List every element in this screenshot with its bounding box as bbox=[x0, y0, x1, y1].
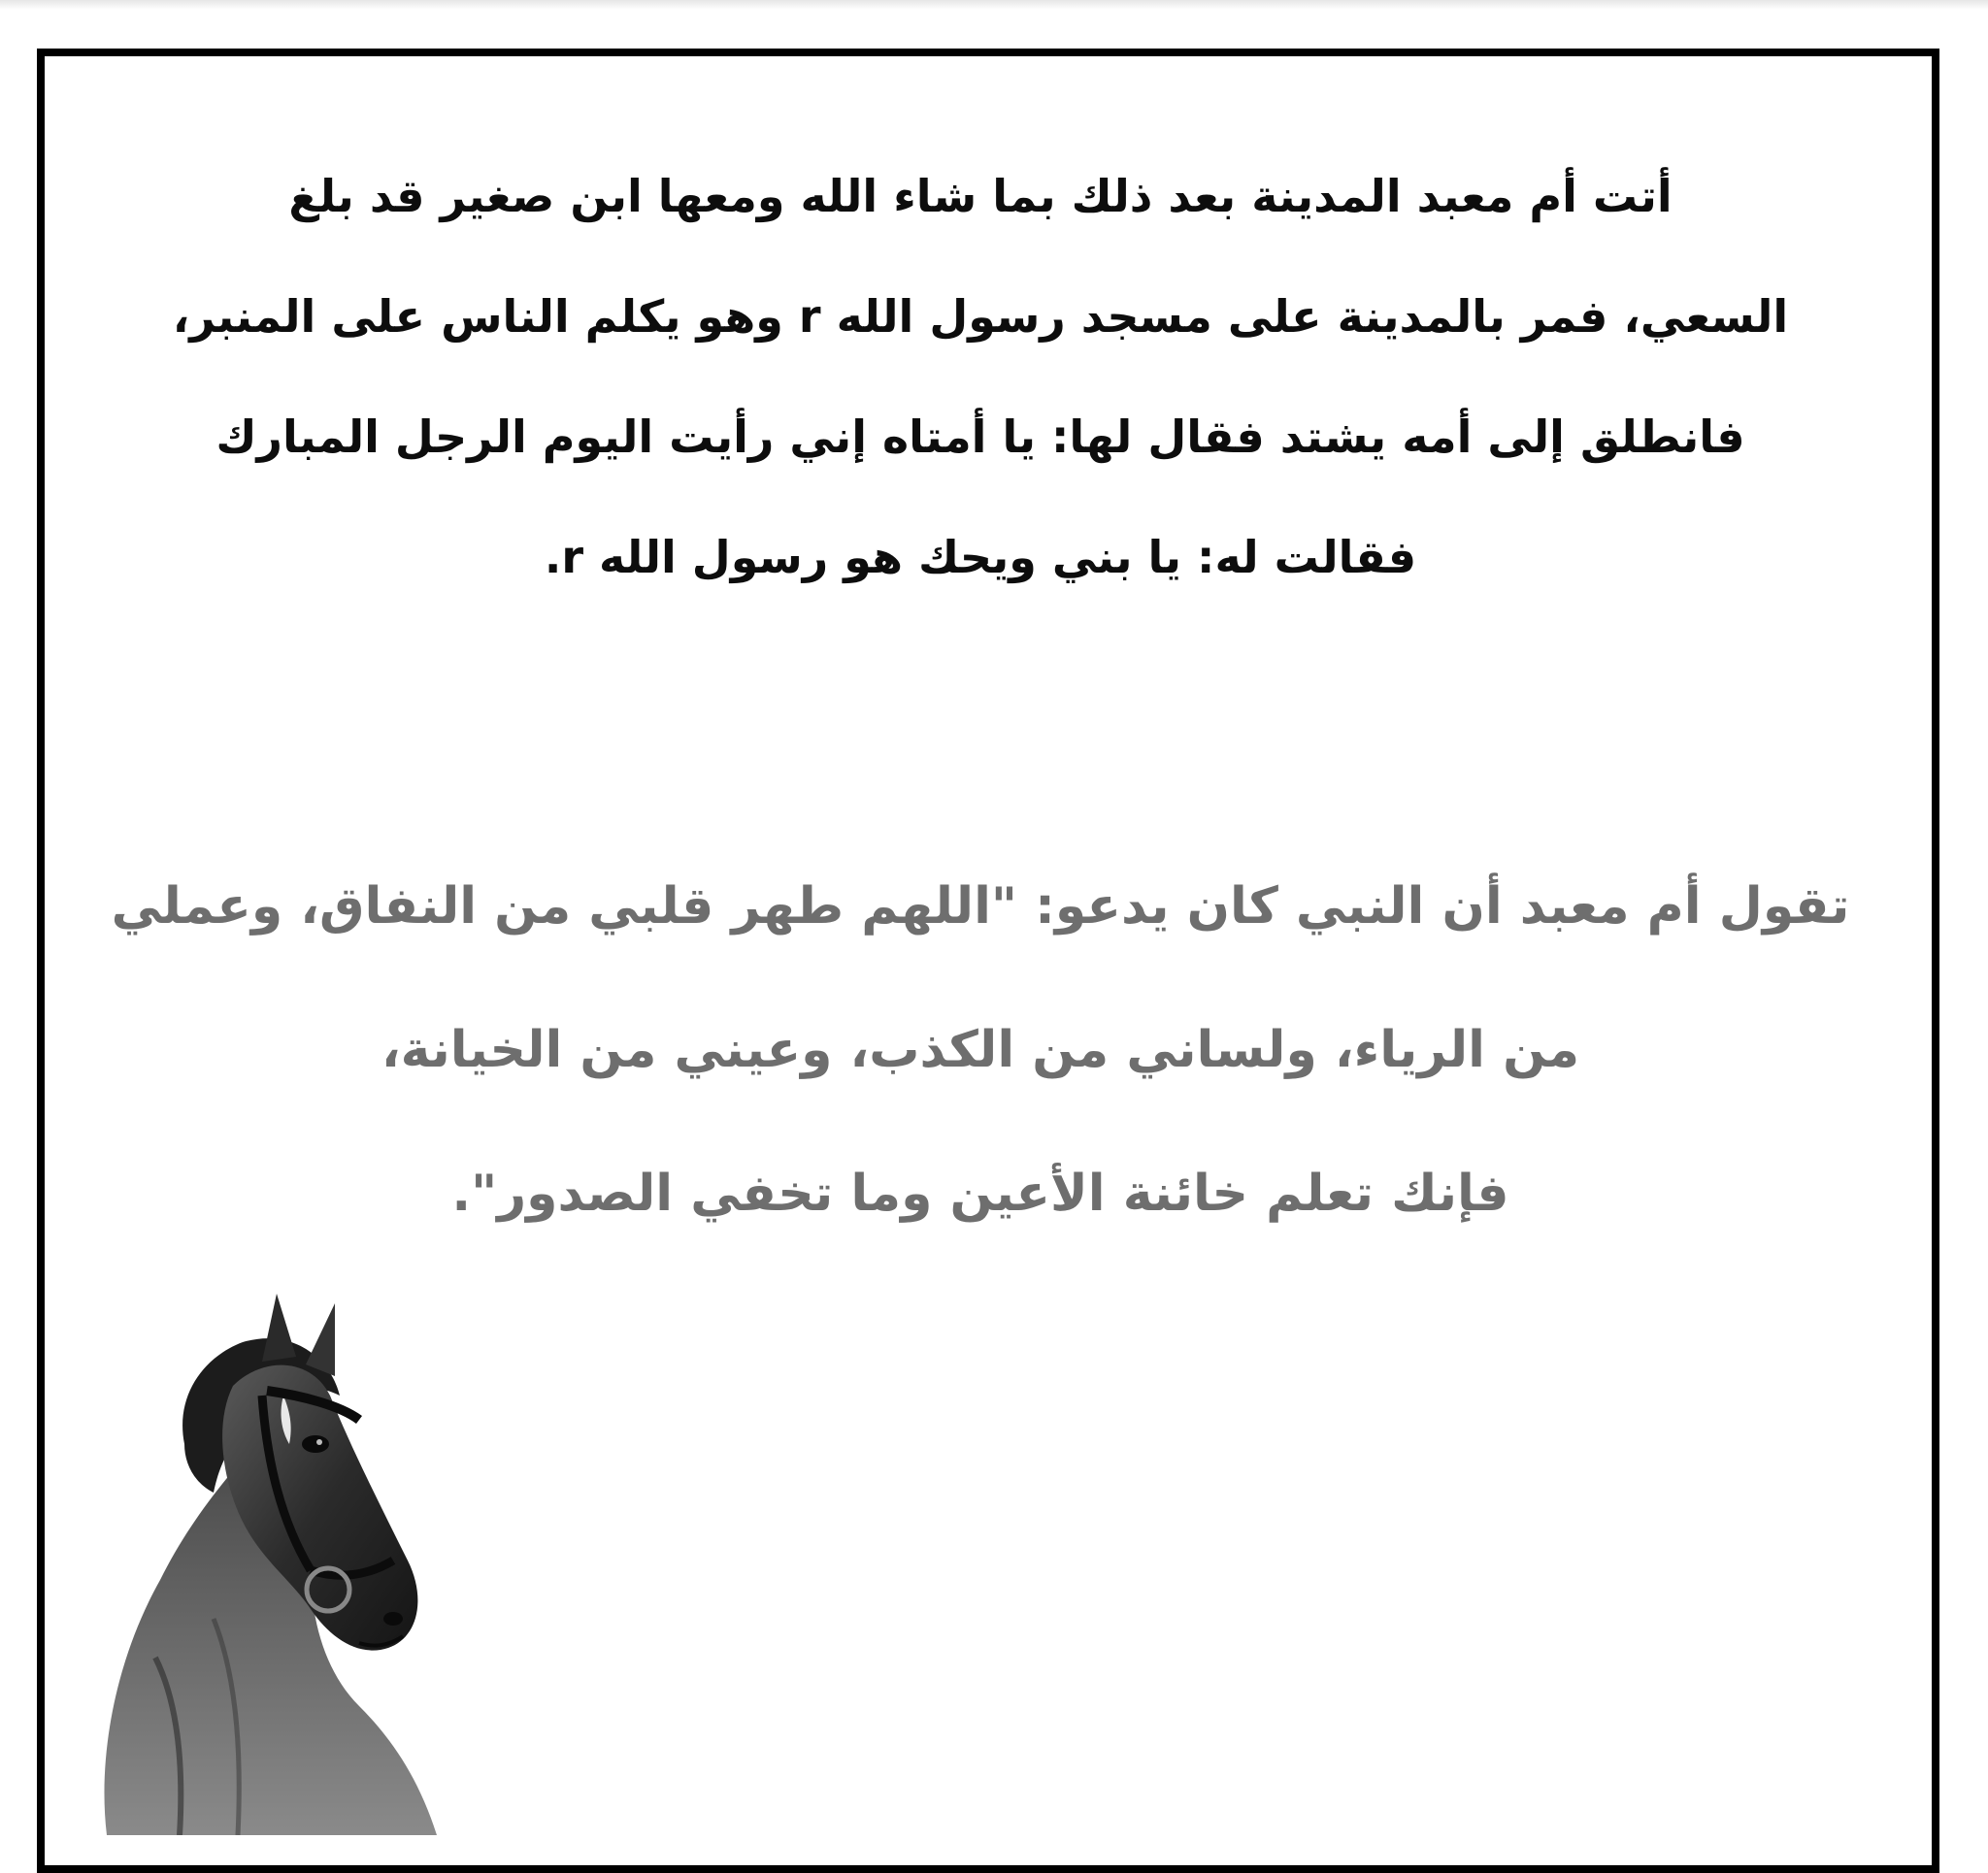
dua-paragraph bbox=[87, 835, 1873, 1265]
story-line: فقالت له: يا بني ويحك هو رسول الله r. bbox=[544, 531, 1417, 583]
dua-line: فإنك تعلم خائنة الأعين وما تخفي الصدور". bbox=[451, 1165, 1509, 1223]
dua-line: من الرياء، ولساني من الكذب، وعيني من الخيانة، bbox=[381, 1021, 1580, 1079]
story-line: فانطلق إلى أمه يشتد فقال لها: يا أمتاه إني رأيت اليوم الرجل المبارك bbox=[215, 411, 1745, 463]
top-rule bbox=[0, 0, 1988, 10]
story-line: أتت أم معبد المدينة بعد ذلك بما شاء الله ومعها ابن صغير قد بلغ bbox=[288, 170, 1673, 222]
story-paragraph bbox=[116, 136, 1844, 617]
dua-line: تقول أم معبد أن النبي كان يدعو: "اللهم طهر قلبي من النفاق، وعملي bbox=[111, 877, 1850, 936]
horse-head-icon bbox=[68, 1250, 495, 1835]
story-line: السعي، فمر بالمدينة على مسجد رسول الله r وهو يكلم الناس على المنبر، bbox=[172, 290, 1789, 343]
